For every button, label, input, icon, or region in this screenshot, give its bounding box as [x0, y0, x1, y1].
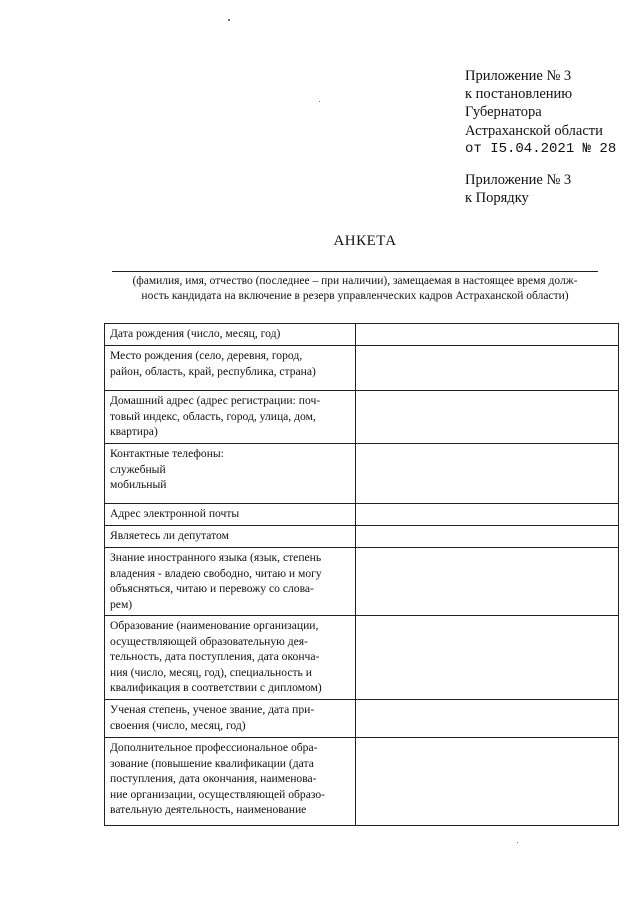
question-label-line: вательную деятельность, наименование [110, 803, 307, 817]
question-label-line: товый индекс, область, город, улица, дом, [110, 409, 316, 423]
answer-cell [356, 346, 619, 391]
question-label-line: ние организации, осуществляющей образо- [110, 787, 326, 801]
questionnaire-row [105, 444, 619, 504]
question-label [105, 504, 356, 526]
caption-line: (фамилия, имя, отчество (последнее – при наличии), замещаемая в настоящее время долж- [132, 275, 578, 287]
document-title: АНКЕТА [333, 233, 397, 249]
annex-order-date: от I5.04.2021 № 28 [465, 140, 617, 157]
question-label-line: квартира) [110, 425, 158, 439]
question-label-line: Дата рождения (число, месяц, год) [110, 327, 281, 340]
annex-order-line: Губернатора [465, 104, 542, 121]
question-label [105, 616, 356, 700]
question-label-line: Ученая степень, ученое звание, дата при- [110, 703, 315, 716]
question-label-line: квалификация в соответствии с дипломом) [110, 681, 322, 695]
question-label [105, 548, 356, 616]
question-label-line: Адрес электронной почты [110, 507, 240, 520]
question-label-line: осуществляющей образовательную дея- [110, 634, 308, 648]
questionnaire-row [105, 616, 619, 700]
questionnaire-row [105, 504, 619, 526]
annex-procedure-block [465, 171, 571, 207]
answer-cell [356, 526, 619, 548]
questionnaire-row [105, 526, 619, 548]
question-label [105, 738, 356, 826]
question-label-line: Являетесь ли депутатом [110, 529, 229, 542]
annex-order-line: Астраханской области [465, 122, 603, 139]
annex-procedure-line: к Порядку [465, 190, 529, 207]
question-label [105, 346, 356, 391]
question-label-line: своения (число, месяц, год) [110, 718, 246, 732]
question-label-line: Дополнительное профессиональное обра- [110, 741, 318, 754]
question-label-line: район, область, край, республика, страна) [110, 364, 316, 378]
question-label-line: владения - владею свободно, читаю и могу [110, 566, 322, 580]
annex-order-line: к постановлению [465, 86, 573, 103]
caption-line: ность кандидата на включение в резерв управленческих кадров Астраханской области) [141, 290, 569, 302]
annex-order-line: Приложение № 3 [465, 68, 572, 84]
scan-speck [319, 101, 320, 102]
question-label-line: зование (повышение квалификации (дата [110, 756, 314, 770]
question-label [105, 391, 356, 444]
question-label-line: служебный [110, 462, 166, 476]
question-label-line: Образование (наименование организации, [110, 619, 319, 632]
answer-cell [356, 391, 619, 444]
question-label [105, 324, 356, 346]
answer-cell [356, 548, 619, 616]
question-label-line: тельность, дата поступления, дата оконча- [110, 650, 320, 664]
questionnaire-row [105, 700, 619, 738]
name-caption [104, 274, 606, 304]
questionnaire-row [105, 346, 619, 391]
questionnaire-row [105, 391, 619, 444]
question-label-line: рем) [110, 597, 133, 611]
questionnaire-body [105, 324, 619, 826]
questionnaire-table [104, 323, 619, 826]
question-label-line: мобильный [110, 478, 167, 492]
question-label-line: Домашний адрес (адрес регистрации: поч- [110, 394, 321, 407]
answer-cell [356, 444, 619, 504]
answer-cell [356, 616, 619, 700]
question-label [105, 526, 356, 548]
question-label [105, 700, 356, 738]
scan-speck [228, 19, 230, 21]
answer-cell [356, 504, 619, 526]
question-label-line: объясняться, читаю и перевожу со слова- [110, 582, 314, 596]
question-label-line: ния (число, месяц, год), специальность и [110, 665, 312, 679]
questionnaire-row [105, 324, 619, 346]
questionnaire-row [105, 548, 619, 616]
answer-cell [356, 700, 619, 738]
question-label-line: Контактные телефоны: [110, 447, 224, 460]
answer-cell [356, 324, 619, 346]
scan-speck [517, 842, 518, 843]
name-fill-line [112, 271, 598, 272]
annex-procedure-line: Приложение № 3 [465, 172, 572, 188]
question-label-line: Место рождения (село, деревня, город, [110, 349, 303, 362]
answer-cell [356, 738, 619, 826]
questionnaire-row [105, 738, 619, 826]
question-label [105, 444, 356, 504]
question-label-line: Знание иностранного языка (язык, степень [110, 551, 322, 564]
question-label-line: поступления, дата окончания, наименова- [110, 772, 317, 786]
annex-order-block [465, 67, 616, 158]
